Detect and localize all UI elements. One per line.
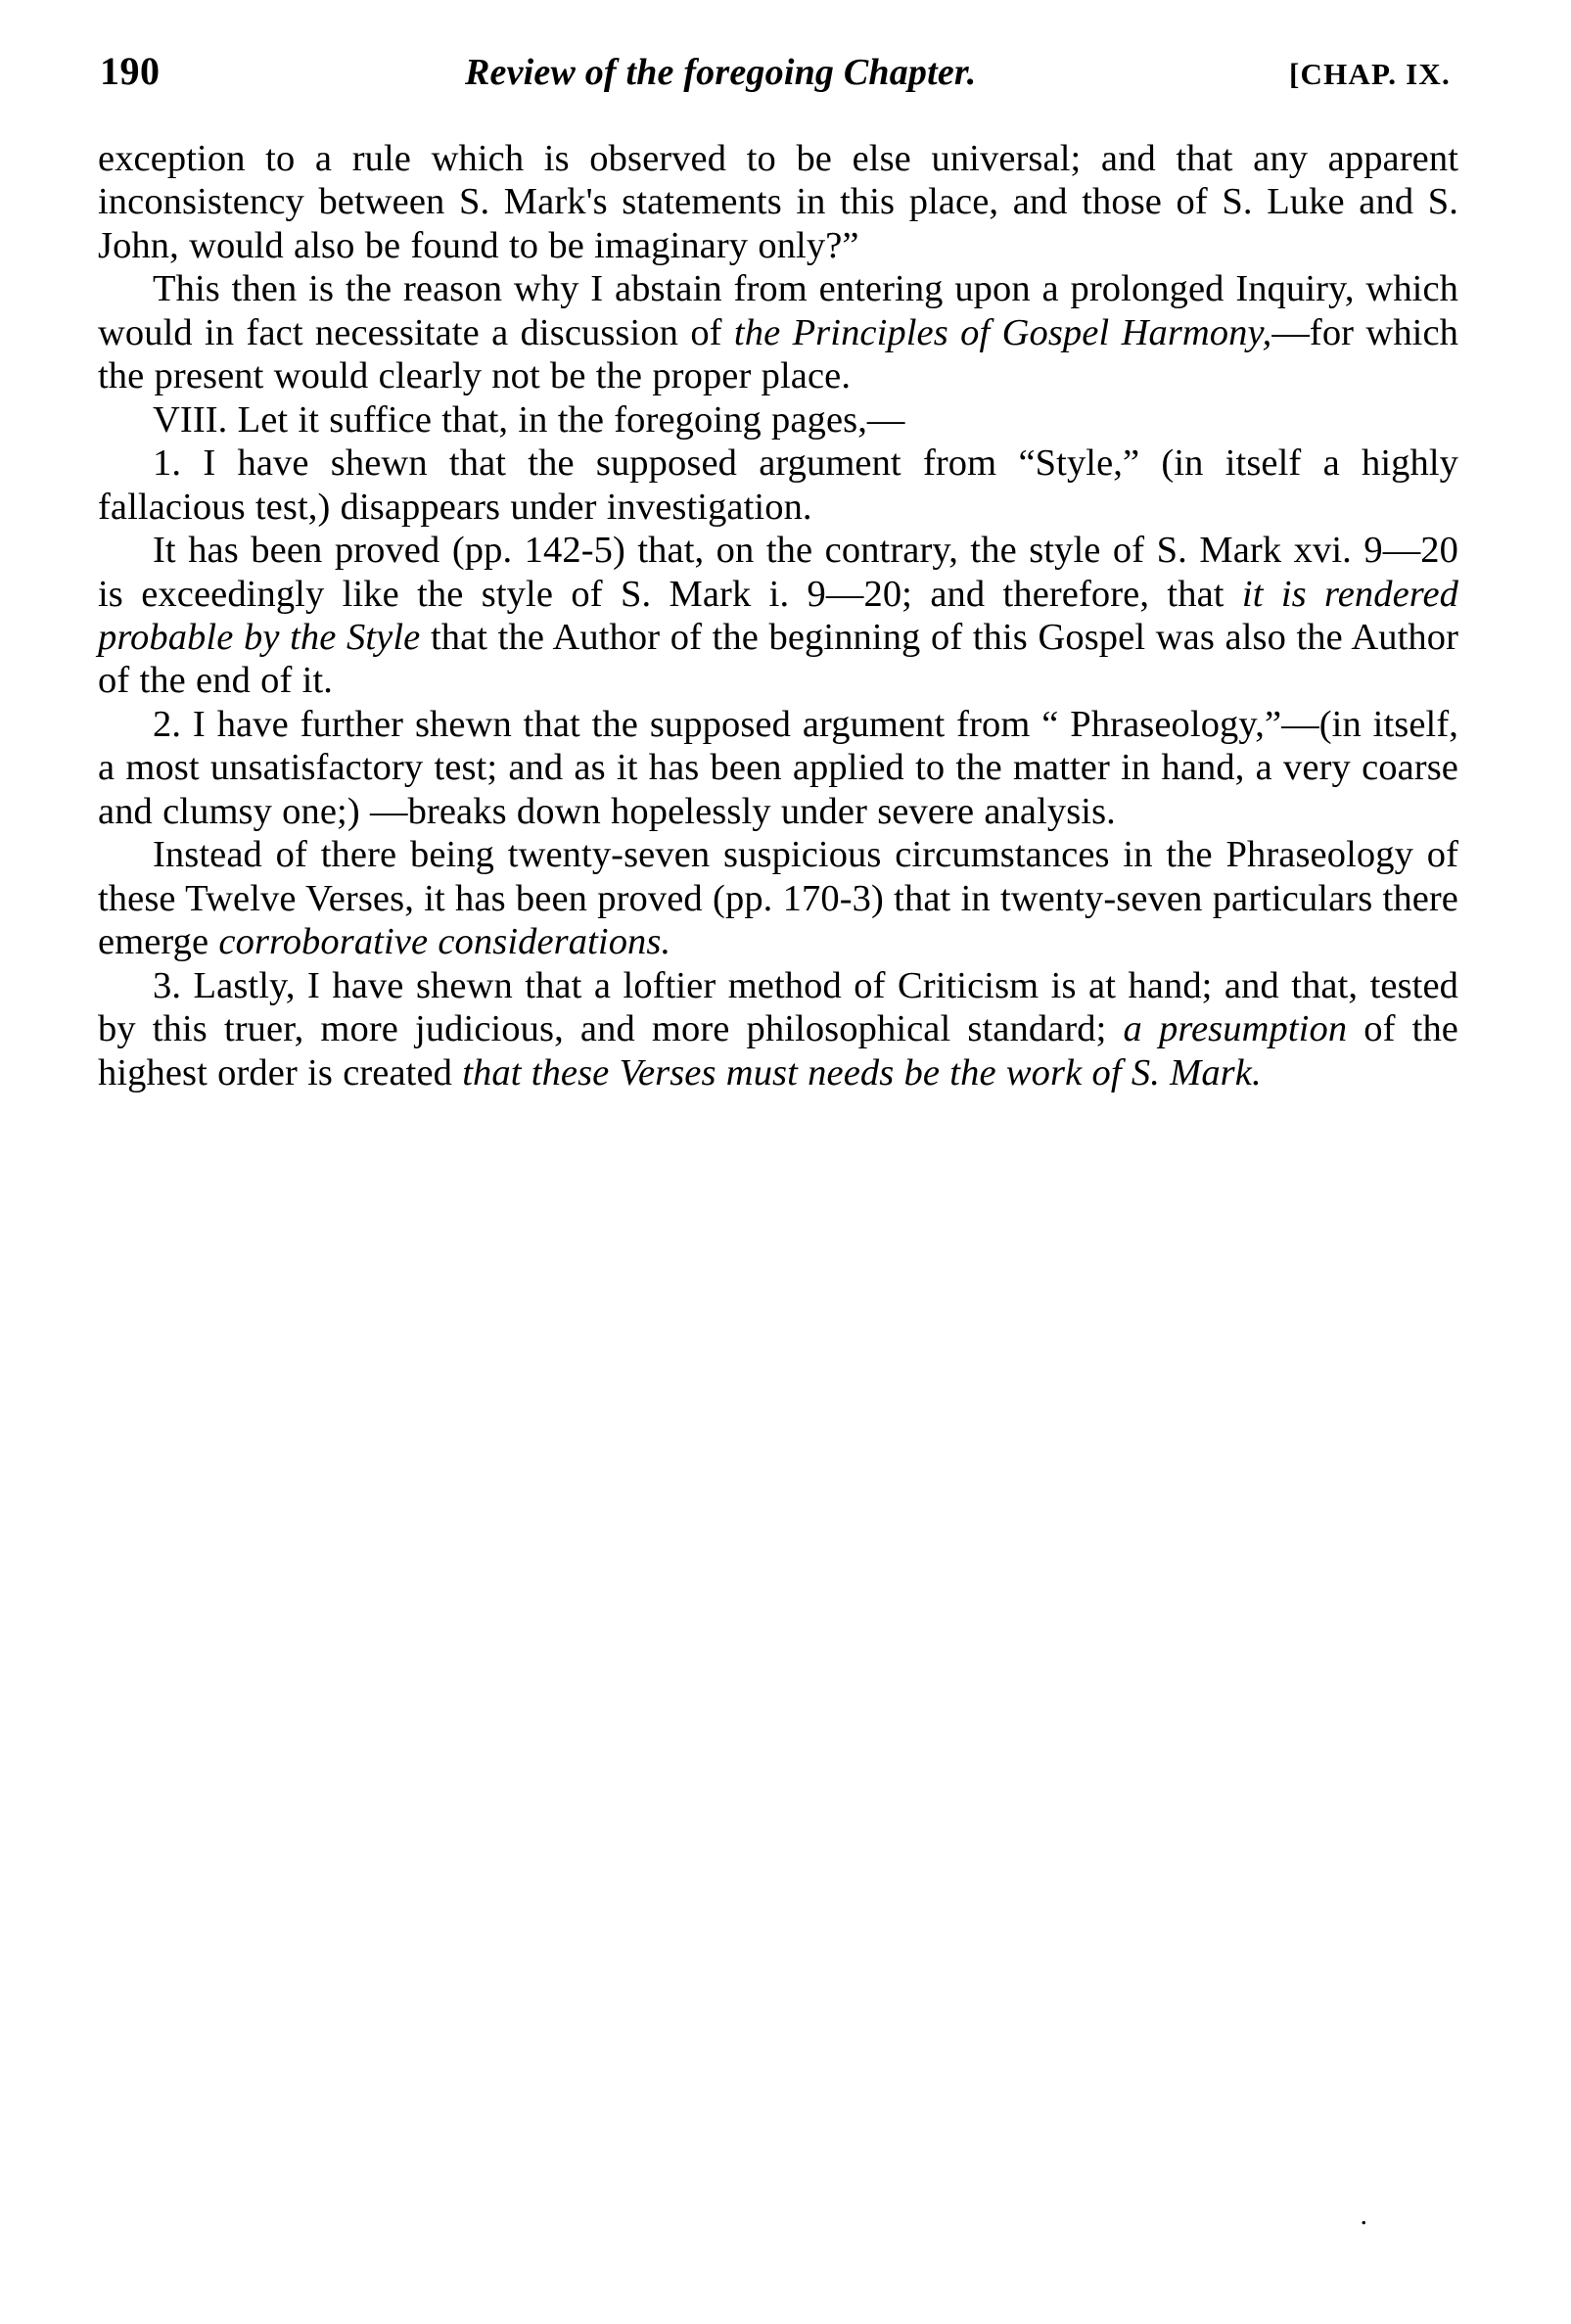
paragraph-6 bbox=[98, 703, 1458, 833]
paragraph-5-text-b: that the Author of the beginning of this Gospel was also the Author of the end of it. bbox=[98, 616, 1458, 702]
paragraph-7-italic-a: corroborative considerations. bbox=[218, 921, 671, 963]
running-title: Review of the foregoing Chapter. bbox=[464, 52, 977, 93]
paragraph-7 bbox=[98, 833, 1458, 963]
paragraph-8-italic-b: that these Verses must needs be the work of S. Mark. bbox=[462, 1051, 1262, 1093]
paragraph-8 bbox=[98, 964, 1458, 1094]
page-body bbox=[98, 137, 1458, 1094]
page-header bbox=[98, 51, 1458, 94]
paragraph-4 bbox=[98, 442, 1458, 529]
paragraph-3-text: VIII. Let it suffice that, in the foregoing pages,— bbox=[153, 398, 905, 441]
paragraph-8-text-a: 3. Lastly, I have shewn that a loftier method of Criticism is at hand; and that, tested by this truer, more judicious, and more philosophical standard; bbox=[98, 964, 1458, 1050]
paragraph-5 bbox=[98, 529, 1458, 703]
paragraph-2-text-a: This then is the reason why I abstain from entering upon a prolonged Inquiry, which would in fact necessitate a discussion of bbox=[98, 268, 1458, 353]
footer-mark: . bbox=[1360, 2199, 1367, 2231]
paragraph-8-italic-a: a presumption bbox=[1123, 1008, 1348, 1050]
paragraph-1 bbox=[98, 137, 1458, 267]
page-number: 190 bbox=[100, 49, 161, 93]
paragraph-5-italic-a: it is rendered probable by the Style bbox=[98, 573, 1458, 658]
paragraph-1-text: exception to a rule which is observed to be else universal; and that any apparent inconsistency between S. Mark's statements in this place, and those of S. Luke and S. John, would also be found to be imaginary only?” bbox=[98, 138, 1458, 266]
paragraph-2-italic-a: the Principles of Gospel Harmony, bbox=[733, 311, 1272, 353]
paragraph-2 bbox=[98, 267, 1458, 397]
paragraph-2-text-b: —for which the present would clearly not be the proper place. bbox=[98, 311, 1459, 397]
paragraph-6-text: 2. I have further shewn that the supposed argument from “ Phraseology,”—(in itself, a most unsatisfactory test; and as it has been applied to the matter in hand, a very coarse and clumsy one;) —breaks down hopelessly under severe analysis. bbox=[98, 703, 1458, 832]
paragraph-5-text-a: It has been proved (pp. 142-5) that, on the contrary, the style of S. Mark xvi. 9—20 is exceedingly like the style of S. Mark i. 9—20; and therefore, that bbox=[98, 530, 1458, 615]
paragraph-3 bbox=[98, 398, 1458, 442]
paragraph-4-text: 1. I have shewn that the supposed argument from “Style,” (in itself a highly fallacious test,) disappears under investigation. bbox=[98, 442, 1458, 528]
chapter-reference: [CHAP. IX. bbox=[1288, 57, 1451, 91]
paragraph-7-text-a: Instead of there being twenty-seven suspicious circumstances in the Phraseology of these Twelve Verses, it has been proved (pp. 170-3) that in twenty-seven particulars there emerge bbox=[98, 834, 1458, 963]
paragraph-8-text-b: of the highest order is created bbox=[98, 1008, 1458, 1093]
